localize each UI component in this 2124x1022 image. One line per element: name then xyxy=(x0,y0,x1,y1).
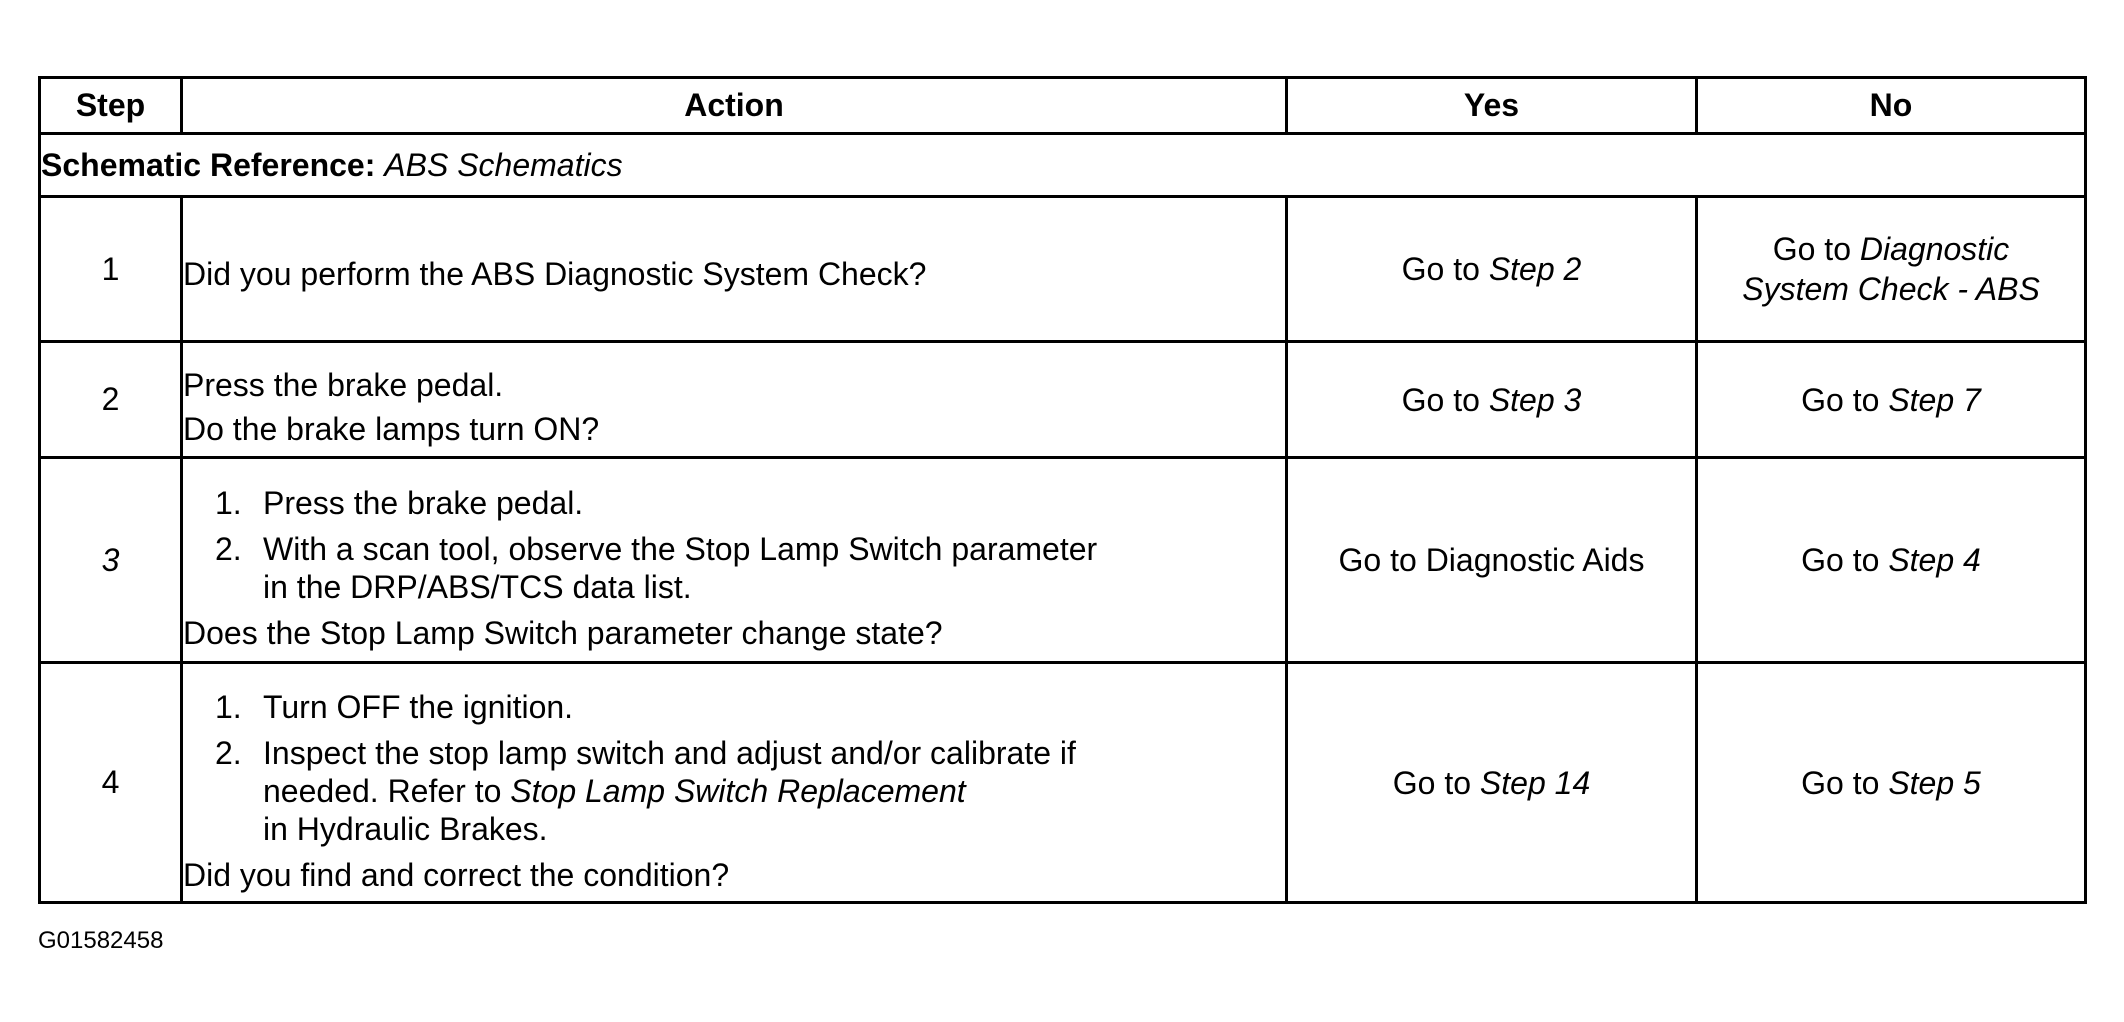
schematic-reference-row xyxy=(40,134,2086,197)
yes-link: Step 3 xyxy=(1488,381,1582,418)
no-link-continued: System Check - ABS xyxy=(1742,271,2040,307)
yes-link: Step 14 xyxy=(1479,764,1591,801)
item-number: 1. xyxy=(215,688,242,725)
step-number: 3 xyxy=(40,458,182,663)
step-number: 1 xyxy=(40,197,182,342)
table-row xyxy=(40,663,2086,903)
schematic-reference-value: ABS Schematics xyxy=(384,146,623,183)
action-item xyxy=(183,688,1285,726)
action-line: Press the brake pedal. xyxy=(183,366,504,403)
yes-prefix: Go to xyxy=(1401,381,1489,418)
action-item xyxy=(183,484,1285,522)
action-cell xyxy=(182,342,1287,458)
action-question: Did you perform the ABS Diagnostic System Check? xyxy=(183,256,927,292)
no-prefix: Go to xyxy=(1772,231,1860,267)
item-text-continued xyxy=(263,772,1285,810)
no-prefix: Go to xyxy=(1801,542,1889,578)
yes-cell xyxy=(1287,663,1697,903)
header-step: Step xyxy=(40,78,182,134)
yes-cell: Go to Diagnostic Aids xyxy=(1287,458,1697,663)
yes-prefix: Go to xyxy=(1401,251,1489,287)
step-number: 2 xyxy=(40,342,182,458)
yes-cell xyxy=(1287,197,1697,342)
item-text-prefix: needed. Refer to xyxy=(263,772,511,809)
yes-prefix: Go to xyxy=(1392,764,1480,801)
no-prefix: Go to xyxy=(1801,764,1889,801)
action-cell xyxy=(182,197,1287,342)
header-row xyxy=(40,78,2086,134)
item-reference-link: Stop Lamp Switch Replacement xyxy=(510,772,966,809)
no-link: Diagnostic xyxy=(1859,231,2010,267)
schematic-reference xyxy=(40,134,2086,197)
yes-cell xyxy=(1287,342,1697,458)
action-item xyxy=(183,734,1285,848)
no-link: Step 4 xyxy=(1888,542,1981,578)
no-link: Step 5 xyxy=(1888,764,1981,801)
header-no: No xyxy=(1697,78,2086,134)
item-text: Inspect the stop lamp switch and adjust and/or calibrate if xyxy=(263,734,1076,771)
item-text-continued: in the DRP/ABS/TCS data list. xyxy=(263,569,692,605)
diagnostic-table xyxy=(38,76,2087,904)
no-link: Step 7 xyxy=(1888,381,1981,418)
header-yes: Yes xyxy=(1287,78,1697,134)
schematic-reference-label: Schematic Reference: xyxy=(41,146,376,183)
action-cell xyxy=(182,458,1287,663)
header-action: Action xyxy=(182,78,1287,134)
action-question: Did you find and correct the condition? xyxy=(183,856,730,893)
step-number: 4 xyxy=(40,663,182,903)
action-cell xyxy=(182,663,1287,903)
no-prefix: Go to xyxy=(1801,381,1889,418)
item-text: Turn OFF the ignition. xyxy=(263,688,574,725)
table-row xyxy=(40,197,2086,342)
item-text: With a scan tool, observe the Stop Lamp Switch parameter xyxy=(263,531,1098,567)
item-number: 2. xyxy=(215,734,242,771)
table-row xyxy=(40,458,2086,663)
table-row xyxy=(40,342,2086,458)
no-cell xyxy=(1697,663,2086,903)
no-cell xyxy=(1697,342,2086,458)
no-cell xyxy=(1697,458,2086,663)
item-text: Press the brake pedal. xyxy=(263,485,584,521)
action-item xyxy=(183,530,1285,606)
no-cell xyxy=(1697,197,2086,342)
yes-link: Step 2 xyxy=(1488,251,1582,287)
figure-code: G01582458 xyxy=(38,927,164,954)
item-number: 1. xyxy=(215,485,242,521)
action-question: Do the brake lamps turn ON? xyxy=(183,410,600,447)
item-text-continued: in Hydraulic Brakes. xyxy=(263,810,548,847)
item-number: 2. xyxy=(215,531,242,567)
action-question: Does the Stop Lamp Switch parameter change state? xyxy=(183,615,943,651)
